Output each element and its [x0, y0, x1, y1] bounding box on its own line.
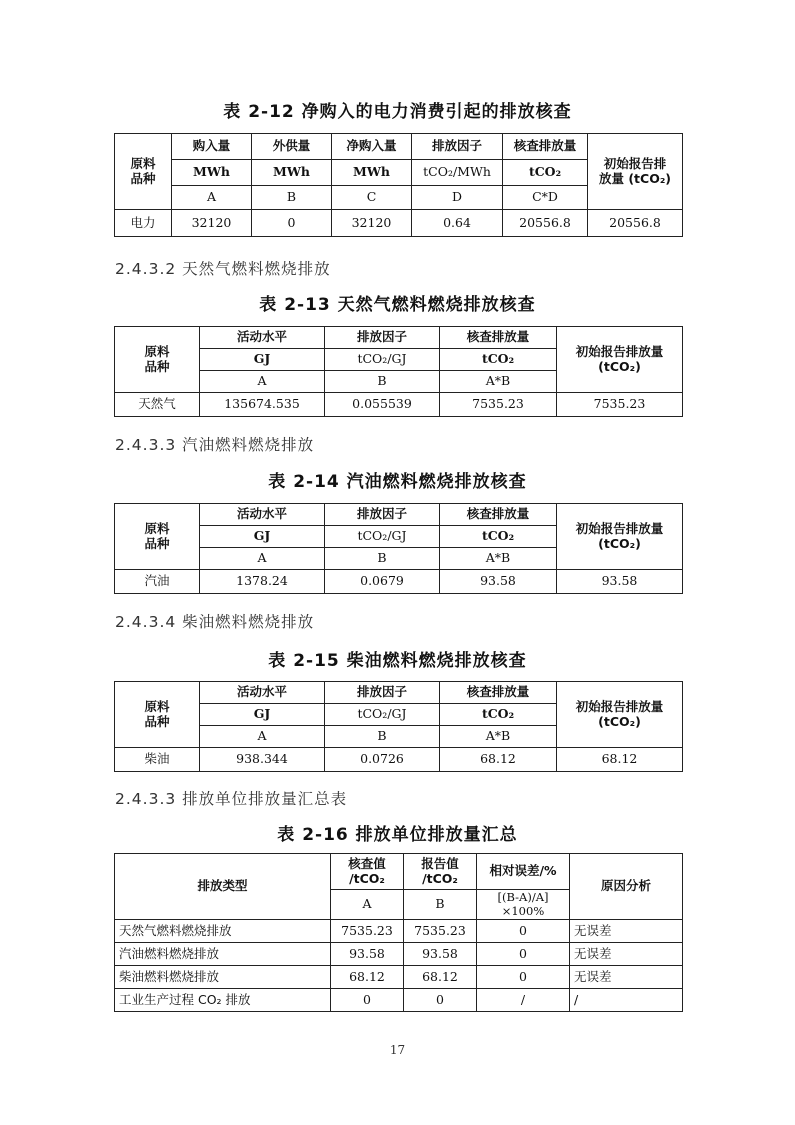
- header-emission-type: 排放类型: [115, 854, 331, 920]
- header-emission-factor: 排放因子: [412, 134, 503, 160]
- error-formula: [(B-A)/A] ×100%: [477, 890, 570, 920]
- table-cell: 0: [331, 989, 404, 1012]
- header-supply: 外供量: [252, 134, 332, 160]
- header-material: 原料 品种: [115, 134, 172, 210]
- table-2-14-caption: 表 2-14 汽油燃料燃烧排放核查: [268, 472, 527, 492]
- unit-verified-emission: tCO₂: [440, 349, 557, 371]
- table-cell: 0: [477, 966, 570, 989]
- code-a: A: [200, 371, 325, 393]
- table-cell: 93.58: [404, 943, 477, 966]
- code-d: D: [412, 186, 503, 210]
- code-b: B: [325, 726, 440, 748]
- table-cell: 柴油燃料燃烧排放: [115, 966, 331, 989]
- unit-verified-emission: tCO₂: [440, 704, 557, 726]
- table-cell: 无误差: [570, 920, 683, 943]
- table-cell: 0: [477, 920, 570, 943]
- table-cell: 135674.535: [200, 393, 325, 417]
- table-2-16-caption: 表 2-16 排放单位排放量汇总: [277, 825, 518, 845]
- code-a: A: [200, 548, 325, 570]
- code-b: B: [325, 371, 440, 393]
- table-2-12: [114, 133, 683, 237]
- table-2-15: [114, 681, 683, 772]
- table-cell: 无误差: [570, 966, 683, 989]
- code-b: B: [325, 548, 440, 570]
- table-cell: 0.0726: [325, 748, 440, 772]
- header-net-purchase: 净购入量: [332, 134, 412, 160]
- section-heading-gasoline: 2.4.3.3 汽油燃料燃烧排放: [115, 436, 315, 454]
- table-cell: 7535.23: [440, 393, 557, 417]
- unit-purchase: MWh: [172, 160, 252, 186]
- table-cell: 93.58: [440, 570, 557, 594]
- page-number: 17: [389, 1043, 406, 1057]
- header-material: 原料 品种: [115, 682, 200, 748]
- table-cell: 无误差: [570, 943, 683, 966]
- unit-activity-level: GJ: [200, 704, 325, 726]
- table-cell: 柴油: [115, 748, 200, 772]
- table-cell: 20556.8: [588, 210, 683, 237]
- header-activity-level: 活动水平: [200, 504, 325, 526]
- header-emission-factor: 排放因子: [325, 504, 440, 526]
- table-2-13-caption: 表 2-13 天然气燃料燃烧排放核查: [259, 295, 536, 315]
- header-initial-report: 初始报告排放量 (tCO₂): [557, 682, 683, 748]
- table-cell: 电力: [115, 210, 172, 237]
- table-cell: 938.344: [200, 748, 325, 772]
- code-ab: A*B: [440, 726, 557, 748]
- header-verified-emission: 核查排放量: [503, 134, 588, 160]
- unit-supply: MWh: [252, 160, 332, 186]
- table-cell: 93.58: [331, 943, 404, 966]
- table-2-12-caption: 表 2-12 净购入的电力消费引起的排放核查: [223, 102, 572, 122]
- table-cell: 68.12: [331, 966, 404, 989]
- header-activity-level: 活动水平: [200, 327, 325, 349]
- section-heading-natural-gas: 2.4.3.2 天然气燃料燃烧排放: [115, 260, 331, 278]
- table-cell: 0.055539: [325, 393, 440, 417]
- table-cell: 汽油: [115, 570, 200, 594]
- header-verified-emission: 核查排放量: [440, 504, 557, 526]
- code-ab: A*B: [440, 548, 557, 570]
- header-relative-error: 相对误差/%: [477, 854, 570, 890]
- header-verified-value: 核查值 /tCO₂: [331, 854, 404, 890]
- header-verified-emission: 核查排放量: [440, 327, 557, 349]
- unit-verified-emission: tCO₂: [440, 526, 557, 548]
- table-2-13: [114, 326, 683, 417]
- table-cell: /: [570, 989, 683, 1012]
- table-cell: 天然气: [115, 393, 200, 417]
- header-material: 原料 品种: [115, 327, 200, 393]
- code-a: A: [200, 726, 325, 748]
- table-cell: 0: [252, 210, 332, 237]
- section-heading-summary: 2.4.3.3 排放单位排放量汇总表: [115, 790, 348, 808]
- table-cell: 68.12: [404, 966, 477, 989]
- table-2-14: [114, 503, 683, 594]
- table-cell: 7535.23: [404, 920, 477, 943]
- section-heading-diesel: 2.4.3.4 柴油燃料燃烧排放: [115, 613, 315, 631]
- header-emission-factor: 排放因子: [325, 682, 440, 704]
- table-cell: 0.0679: [325, 570, 440, 594]
- table-cell: 1378.24: [200, 570, 325, 594]
- code-b: B: [404, 890, 477, 920]
- unit-activity-level: GJ: [200, 526, 325, 548]
- table-cell: 天然气燃料燃烧排放: [115, 920, 331, 943]
- unit-emission-factor: tCO₂/MWh: [412, 160, 503, 186]
- table-2-15-caption: 表 2-15 柴油燃料燃烧排放核查: [268, 651, 527, 671]
- header-reason-analysis: 原因分析: [570, 854, 683, 920]
- code-b: B: [252, 186, 332, 210]
- header-verified-emission: 核查排放量: [440, 682, 557, 704]
- table-cell: 7535.23: [331, 920, 404, 943]
- table-cell: 0: [477, 943, 570, 966]
- table-cell: 68.12: [557, 748, 683, 772]
- header-initial-report: 初始报告排放量 (tCO₂): [557, 327, 683, 393]
- table-2-16: [114, 853, 683, 1012]
- unit-emission-factor: tCO₂/GJ: [325, 704, 440, 726]
- unit-emission-factor: tCO₂/GJ: [325, 349, 440, 371]
- table-row: [115, 920, 683, 943]
- table-cell: 93.58: [557, 570, 683, 594]
- code-c: C: [332, 186, 412, 210]
- table-cell: 20556.8: [503, 210, 588, 237]
- table-cell: 7535.23: [557, 393, 683, 417]
- table-row: [115, 989, 683, 1012]
- unit-net-purchase: MWh: [332, 160, 412, 186]
- header-material: 原料 品种: [115, 504, 200, 570]
- header-initial-report: 初始报告排放量 (tCO₂): [557, 504, 683, 570]
- table-cell: 32120: [172, 210, 252, 237]
- header-activity-level: 活动水平: [200, 682, 325, 704]
- header-emission-factor: 排放因子: [325, 327, 440, 349]
- code-ab: A*B: [440, 371, 557, 393]
- table-cell: 0.64: [412, 210, 503, 237]
- unit-verified-emission: tCO₂: [503, 160, 588, 186]
- unit-activity-level: GJ: [200, 349, 325, 371]
- header-purchase: 购入量: [172, 134, 252, 160]
- table-cell: 0: [404, 989, 477, 1012]
- table-row: [115, 966, 683, 989]
- table-row: [115, 943, 683, 966]
- code-cd: C*D: [503, 186, 588, 210]
- header-reported-value: 报告值 /tCO₂: [404, 854, 477, 890]
- table-cell: /: [477, 989, 570, 1012]
- table-cell: 工业生产过程 CO₂ 排放: [115, 989, 331, 1012]
- code-a: A: [331, 890, 404, 920]
- table-cell: 汽油燃料燃烧排放: [115, 943, 331, 966]
- header-initial-report: 初始报告排 放量 (tCO₂): [588, 134, 683, 210]
- unit-emission-factor: tCO₂/GJ: [325, 526, 440, 548]
- table-cell: 32120: [332, 210, 412, 237]
- table-cell: 68.12: [440, 748, 557, 772]
- code-a: A: [172, 186, 252, 210]
